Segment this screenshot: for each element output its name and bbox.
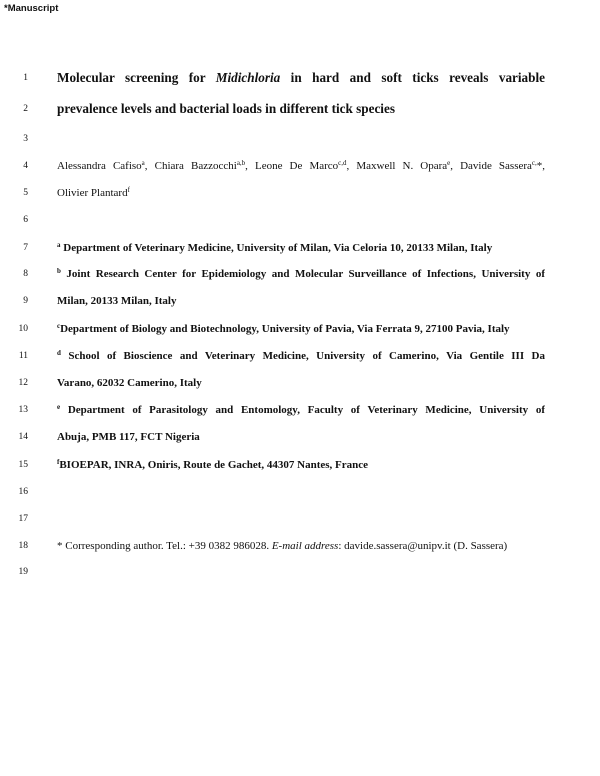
corresponding-mark: *, <box>536 160 545 172</box>
affiliation-a: $^a$ Department of Veterinary Medicine, University of Milan, Via Celoria 10, 20133 Milan, Italy <box>57 241 493 254</box>
line-number: 5 <box>23 188 28 198</box>
line-number: 6 <box>23 215 28 225</box>
manuscript-line <box>0 348 600 364</box>
affiliation-f: $^f$BIOEPAR, INRA, Oniris, Route de Gachet, 44307 Nantes, France <box>57 458 369 471</box>
line-number: 8 <box>23 269 28 279</box>
affiliation-e: $^e$ Department of Parasitology and Entomology, Faculty of Veterinary Medicine, University of <box>57 403 545 416</box>
manuscript-line <box>0 158 600 174</box>
paper-title-line-2: prevalence levels and bacterial loads in different tick species <box>57 101 395 116</box>
corresponding-author-note: * Corresponding author. Tel.: +39 0382 986028. E-mail address: davide.sassera@unipv.it (D. Sassera) <box>57 540 508 552</box>
manuscript-line <box>0 70 600 86</box>
line-number: 17 <box>18 514 28 524</box>
manuscript-line <box>0 131 600 147</box>
affiliation-c: $^c$Department of Biology and Biotechnology, University of Pavia, Via Ferrata 9, 27100 Pavia, Italy <box>57 322 510 335</box>
line-number: 14 <box>18 432 28 442</box>
manuscript-line <box>0 240 600 256</box>
affiliation-b: $^b$ Joint Research Center for Epidemiology and Molecular Surveillance of Infections, University of <box>57 267 545 280</box>
manuscript-line <box>0 564 600 580</box>
line-number: 19 <box>18 567 28 577</box>
manuscript-line <box>0 212 600 228</box>
manuscript-label: *Manuscript <box>4 3 59 14</box>
manuscript-line <box>0 484 600 500</box>
line-number: 9 <box>23 296 28 306</box>
affiliation-e-continued: Abuja, PMB 117, FCT Nigeria <box>57 431 200 443</box>
line-number: 2 <box>23 104 28 114</box>
paper-title-line-1: Molecular screening for Midichloria in hard and soft ticks reveals variable <box>57 70 545 85</box>
manuscript-line <box>0 101 600 117</box>
line-number: 7 <box>23 243 28 253</box>
affiliation-b-continued: Milan, 20133 Milan, Italy <box>57 295 177 307</box>
manuscript-line <box>0 429 600 445</box>
line-number: 12 <box>18 378 28 388</box>
manuscript-line <box>0 293 600 309</box>
genus-name: Midichloria <box>215 70 281 85</box>
line-number: 13 <box>18 405 28 415</box>
author-list: Alessandra Cafiso$^a$, Chiara Bazzocchi$^{a,b}$, Leone De Marco$^{c,d}$, Maxwell N. Opara$^e$, Davide Sassera$^{c,}$*, <box>57 159 545 172</box>
manuscript-line <box>0 266 600 282</box>
line-number: 15 <box>18 460 28 470</box>
manuscript-line <box>0 375 600 391</box>
manuscript-line <box>0 511 600 527</box>
line-number: 4 <box>23 161 28 171</box>
affiliation-d: $^d$ School of Bioscience and Veterinary Medicine, University of Camerino, Via Gentile III Da <box>57 349 545 362</box>
manuscript-line <box>0 185 600 201</box>
line-number: 10 <box>18 324 28 334</box>
line-number: 11 <box>18 351 28 361</box>
manuscript-line <box>0 457 600 473</box>
line-number: 3 <box>23 134 28 144</box>
author-list-continued: Olivier Plantard$^f$ <box>57 186 130 199</box>
manuscript-line <box>0 402 600 418</box>
line-number: 1 <box>23 73 28 83</box>
manuscript-line <box>0 538 600 554</box>
manuscript-line <box>0 321 600 337</box>
line-number: 16 <box>18 487 28 497</box>
affiliation-d-continued: Varano, 62032 Camerino, Italy <box>57 377 202 389</box>
line-number: 18 <box>18 541 28 551</box>
